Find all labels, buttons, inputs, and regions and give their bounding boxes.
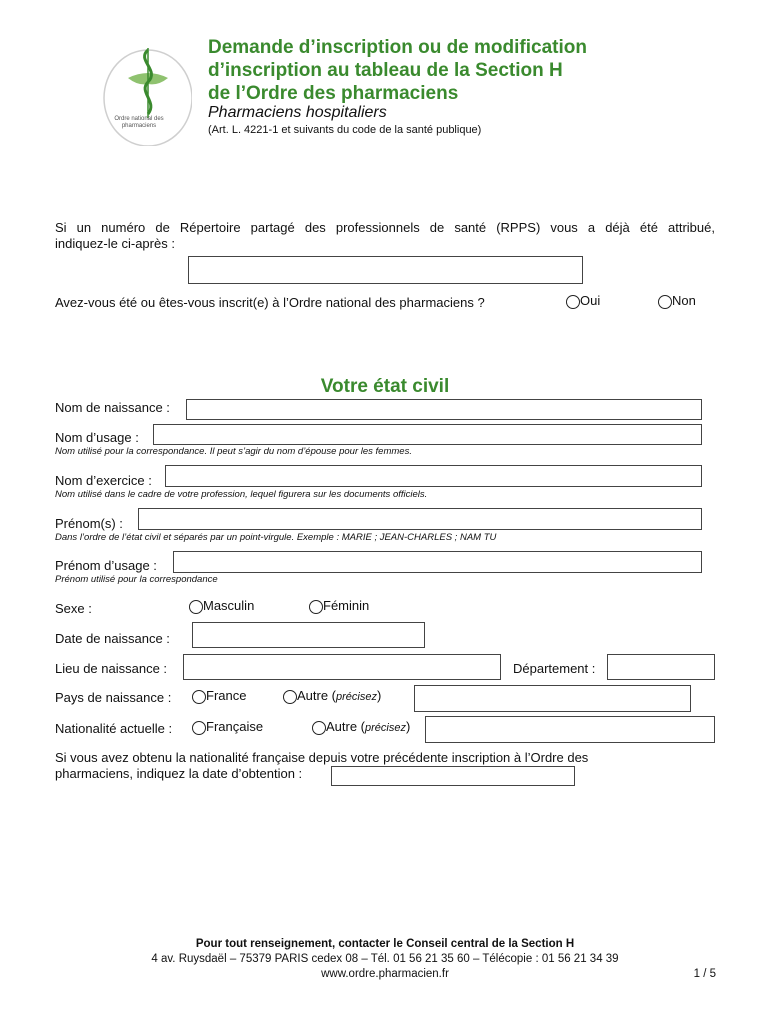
pays-autre-close: ) [376, 688, 382, 703]
footer-url[interactable]: www.ordre.pharmacien.fr [321, 968, 449, 980]
nom-usage-input[interactable] [153, 424, 702, 445]
sexe-masculin-option[interactable] [189, 598, 254, 614]
date-naissance-input[interactable] [192, 622, 425, 648]
rpps-question-line-1: Si un numéro de Répertoire partagé des professionnels de santé (RPPS) vous a déjà été attribué, [55, 220, 715, 235]
nat-autre-input[interactable] [425, 716, 715, 743]
nat-precisez-label: précisez [365, 722, 406, 734]
radio-nat-autre[interactable] [312, 721, 326, 735]
prenom-usage-label: Prénom d’usage : [55, 558, 157, 573]
title-line-3: de l’Ordre des pharmaciens [208, 83, 459, 104]
rpps-input[interactable] [188, 256, 583, 284]
caduceus-icon [98, 40, 192, 146]
nat-francaise-label: Française [206, 719, 264, 734]
inscription-no-label: Non [672, 293, 696, 308]
radio-feminin[interactable] [309, 600, 323, 614]
date-naissance-label: Date de naissance : [55, 631, 170, 646]
rpps-question-line-2: indiquez-le ci-après : [55, 236, 175, 251]
sexe-masculin-label: Masculin [203, 598, 255, 613]
prenom-usage-input[interactable] [173, 551, 702, 573]
nat-autre-close: ) [405, 719, 411, 734]
obtention-line-2: pharmaciens, indiquez la date d’obtention : [55, 766, 303, 781]
nat-autre-option[interactable] [312, 719, 410, 735]
prenoms-input[interactable] [138, 508, 702, 530]
inscription-yes-option[interactable] [566, 293, 600, 309]
title-line-2: d’inscription au tableau de la Section H [208, 60, 563, 81]
legal-reference: (Art. L. 4221-1 et suivants du code de la santé publique) [208, 124, 482, 136]
inscription-yes-label: Oui [580, 293, 601, 308]
nat-autre-label: Autre ( [326, 719, 366, 734]
nom-naissance-input[interactable] [186, 399, 702, 420]
pays-naissance-label: Pays de naissance : [55, 690, 172, 705]
sexe-feminin-label: Féminin [323, 598, 370, 613]
inscription-no-option[interactable] [658, 293, 696, 309]
subtitle: Pharmaciens hospitaliers [208, 104, 387, 121]
radio-pays-autre[interactable] [283, 690, 297, 704]
title-line-1: Demande d’inscription ou de modification [208, 37, 587, 58]
pays-autre-option[interactable] [283, 688, 381, 704]
prenoms-note: Dans l’ordre de l’état civil et séparés par un point-virgule. Exemple : MARIE ; JEAN-CHARLES ; NAM TU [55, 532, 497, 543]
nom-exercice-label: Nom d’exercice : [55, 473, 152, 488]
sexe-feminin-option[interactable] [309, 598, 369, 614]
radio-masculin[interactable] [189, 600, 203, 614]
page-title [208, 36, 678, 105]
lieu-naissance-label: Lieu de naissance : [55, 661, 168, 676]
nationalite-label: Nationalité actuelle : [55, 721, 173, 736]
prenoms-label: Prénom(s) : [55, 516, 123, 531]
logo-text: Ordre national des pharmaciens [114, 116, 164, 129]
obtention-line-1: Si vous avez obtenu la nationalité française depuis votre précédente inscription à l’Ordre des [55, 750, 589, 765]
nat-francaise-option[interactable] [192, 719, 263, 735]
footer-contact: Pour tout renseignement, contacter le Conseil central de la Section H [195, 938, 575, 950]
page-number: 1 / 5 [693, 968, 716, 980]
pays-france-label: France [206, 688, 247, 703]
ordre-logo [98, 40, 192, 146]
pays-france-option[interactable] [192, 688, 246, 704]
nom-naissance-label: Nom de naissance : [55, 400, 170, 415]
inscription-question: Avez-vous été ou êtes-vous inscrit(e) à l’Ordre national des pharmaciens ? [55, 295, 485, 310]
pays-precisez-label: précisez [336, 691, 377, 703]
radio-no[interactable] [658, 295, 672, 309]
prenom-usage-note: Prénom utilisé pour la correspondance [55, 574, 218, 585]
departement-label: Département : [513, 661, 596, 676]
pays-autre-input[interactable] [414, 685, 691, 712]
radio-francaise[interactable] [192, 721, 206, 735]
radio-yes[interactable] [566, 295, 580, 309]
nom-usage-label: Nom d’usage : [55, 430, 139, 445]
pays-autre-label: Autre ( [297, 688, 337, 703]
nom-usage-note: Nom utilisé pour la correspondance. Il peut s’agir du nom d’épouse pour les femmes. [55, 446, 412, 457]
radio-france[interactable] [192, 690, 206, 704]
nom-exercice-note: Nom utilisé dans le cadre de votre profession, lequel figurera sur les documents officiels. [55, 489, 428, 500]
footer-address: 4 av. Ruysdaël – 75379 PARIS cedex 08 – Tél. 01 56 21 35 60 – Télécopie : 01 56 21 34 39 [151, 953, 619, 965]
departement-input[interactable] [607, 654, 715, 680]
sexe-label: Sexe : [55, 601, 92, 616]
nom-exercice-input[interactable] [165, 465, 702, 487]
lieu-naissance-input[interactable] [183, 654, 501, 680]
rpps-question [55, 220, 715, 252]
section-title: Votre état civil [320, 376, 450, 397]
obtention-date-input[interactable] [331, 766, 575, 786]
